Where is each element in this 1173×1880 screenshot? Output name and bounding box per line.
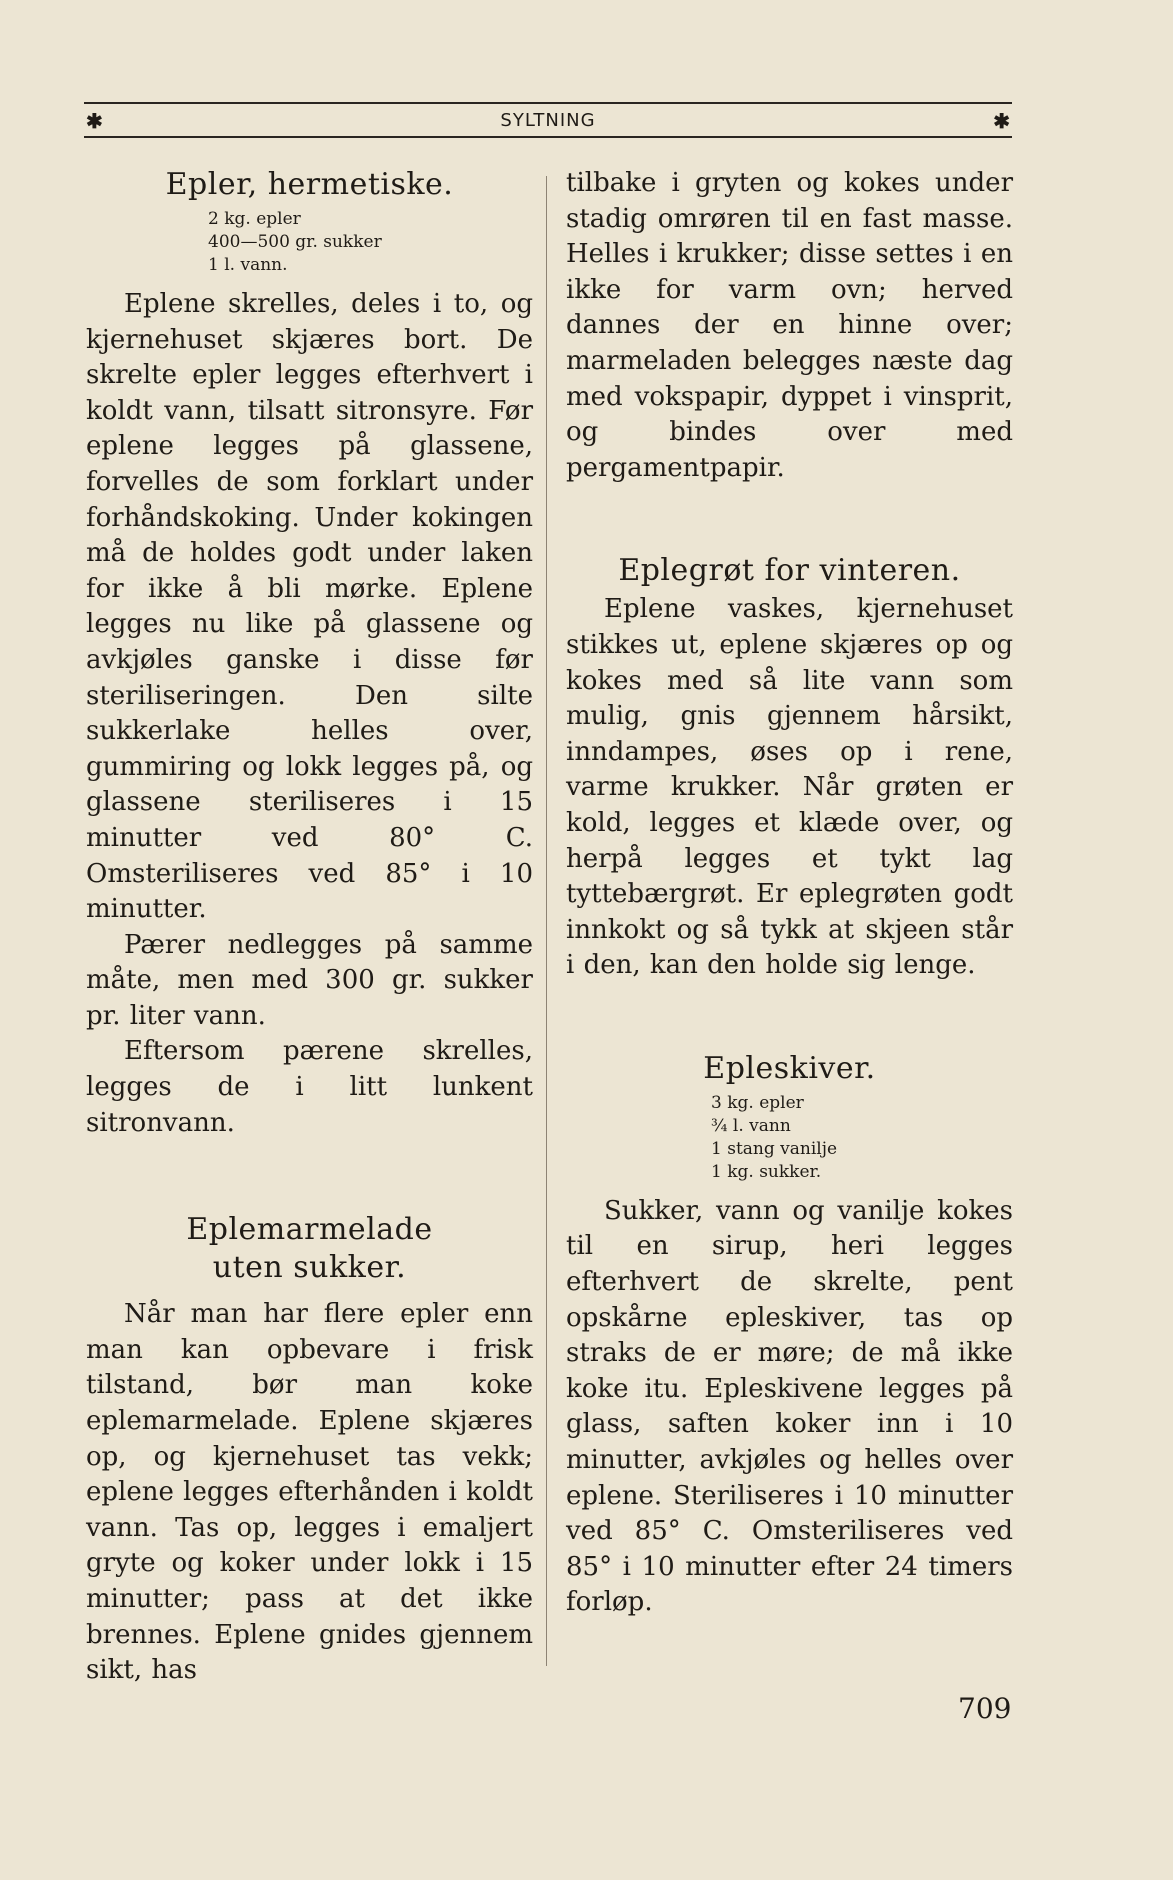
section-heading-epleskiver: Epleskiver.: [703, 1050, 876, 1086]
body-paragraph-continued: tilbake i gryten og kokes under stadig omrøren til en fast masse. Helles i krukker; disse settes i en ikke for varm ovn; herved dannes der en hinne over; marmeladen belegges næste dag med vokspapir, dyppet i vinsprit, og bindes over med pergamentpapir.: [566, 168, 1013, 483]
ingredient-list: [566, 1092, 1013, 1184]
body-paragraph: Eplene vaskes, kjernehuset stikkes ut, eplene skjæres op og kokes med så lite vann som mulig, gnis gjennem hårsikt, inndampes, øses op i rene, varme krukker. Når grøten er kold, legges et klæde over, og herpå legges et tykt lag tyttebærgrøt. Er eplegrøten godt innkokt og så tykk at skjeen står i den, kan den holde sig lenge.: [566, 594, 1013, 981]
page-number: 709: [958, 1692, 1012, 1725]
section-heading-eplegrot: Eplegrøt for vinteren.: [618, 553, 961, 589]
body-paragraph: Eplene skrelles, deles i to, og kjernehuset skjæres bort. De skrelte epler legges efterhvert i koldt vann, tilsatt sitronsyre. Før eplene legges på glassene, forvelles de som forklart under forhåndskoking. Under kokingen må de holdes godt under laken for ikke å bli mørke. Eplene legges nu like på glassene og avkjøles ganske i disse før steriliseringen. Den silte sukkerlake helles over, gummiring og lokk legges på, og glassene steriliseres i 15 minutter ved 80° C. Omsteriliseres ved 85° i 10 minutter.: [86, 289, 533, 925]
body-paragraph: Pærer nedlegges på samme måte, men med 300 gr. sukker pr. liter vann.: [86, 929, 533, 1031]
section-heading-eplemarmelade: Eplemarmelade uten sukker.: [186, 1212, 433, 1286]
body-paragraph: Eftersom pærene skrelles, legges de i litt lunkent sitronvann.: [86, 1036, 533, 1138]
running-header: [84, 102, 1012, 138]
ingredient-line: 3 kg. epler: [711, 1092, 804, 1113]
ingredient-line: 2 kg. epler: [208, 209, 301, 229]
section-heading-epler-hermetiske: Epler, hermetiske.: [165, 167, 454, 202]
ingredient-line: ¾ l. vann: [711, 1115, 791, 1136]
ingredient-line: 1 l. vann.: [208, 255, 288, 275]
body-paragraph: Sukker, vann og vanilje kokes til en sirup, heri legges efterhvert de skrelte, pent opskårne epleskiver, tas op straks de er møre; de må ikke koke itu. Epleskivene legges på glass, saften koker inn i 10 minutter, avkjøles og helles over eplene. Steriliseres i 10 minutter ved 85° C. Omsteriliseres ved 85° i 10 minutter efter 24 timers forløp.: [566, 1195, 1013, 1618]
ingredient-line: 1 kg. sukker.: [711, 1161, 822, 1182]
ingredient-list: [86, 208, 533, 277]
header-ornament-right: ✱: [993, 109, 1010, 133]
header-title: SYLTNING: [500, 110, 596, 131]
body-paragraph: Når man har flere epler enn man kan opbevare i frisk tilstand, bør man koke eplemarmelade. Eplene skjæres op, og kjernehuset tas vekk; eplene legges efterhånden i koldt vann. Tas op, legges i emaljert gryte og koker under lokk i 15 minutter; pass at det ikke brennes. Eplene gnides gjennem sikt, has: [86, 1299, 533, 1686]
left-column: [86, 166, 533, 1689]
ingredient-line: 400—500 gr. sukker: [208, 232, 382, 252]
column-divider: [546, 176, 547, 1666]
header-ornament-left: ✱: [86, 109, 103, 133]
right-column: [566, 166, 1013, 1621]
ingredient-line: 1 stang vanilje: [711, 1138, 838, 1159]
